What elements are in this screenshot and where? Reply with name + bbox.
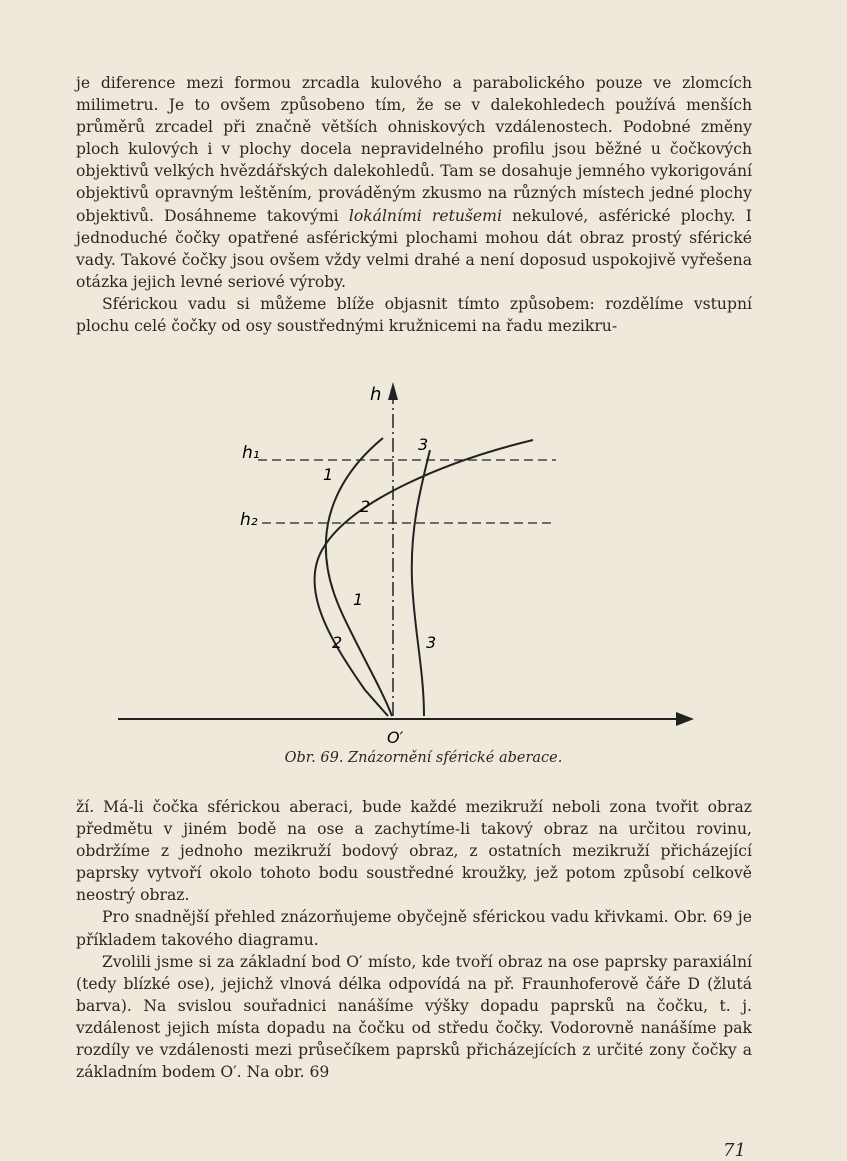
- label-curve-3-top: 3: [418, 435, 429, 454]
- spherical-aberration-figure: [0, 370, 847, 745]
- paragraph-2: Sférickou vadu si můžeme blíže objasnit tímto způsobem: rozdělíme vstupní plochu celé čočky od osy soustřednými kružnicemi na řadu mezikru-: [76, 294, 752, 336]
- curve-2: [314, 440, 533, 716]
- label-h1: h₁: [242, 443, 260, 463]
- top-text-block: [76, 72, 752, 337]
- curve-3: [412, 450, 430, 716]
- label-curve-1-bottom: 1: [353, 590, 364, 609]
- axis-arrowhead: [676, 712, 694, 726]
- label-curve-1-top: 1: [323, 465, 334, 484]
- bottom-text-block: [76, 796, 752, 1083]
- italic-term: lokálními retušemi: [348, 206, 502, 225]
- paragraph-3: ží. Má-li čočka sférickou aberaci, bude každé mezikruží neboli zona tvořit obraz předmětu v jiném bodě na ose a zachytíme-li takový obraz na určitou rovinu, obdržíme z jednoho mezikruží bodový obraz, z ostatních mezikruží přicházející paprsky vytvoří okolo tohoto bodu soustředné kroužky, jež potom způsobí celkově neostrý obraz.: [76, 798, 752, 905]
- vertical-arrowhead: [388, 382, 398, 400]
- paragraph-1: je diference mezi formou zrcadla kulového a parabolického pouze ve zlomcích milimetru. Je to ovšem způsobeno tím, že se v dalekohledech používá menších průměrů zrcadel při značně větších ohniskových vzdálenostech. Podobné změny ploch kulových i v plochy docela nepravidelného profilu jsou běžné u čočkových objektivů velkých hvězdářských dalekohledů. Tam se dosahuje jemného vykorigování objektivů opravným leštěním, prováděným zkusmo na různých místech jedné plochy objektivů. Dosáhneme takovými lokálními retušemi nekulové, asférické plochy. I jednoduché čočky opatřené asférickými plochami mohou dát obraz prostý sférické vady. Takové čočky jsou ovšem vždy velmi drahé a není doposud uspokojivě vyřešena otázka jejich levné seriové výroby.: [76, 74, 752, 291]
- label-h2: h₂: [240, 510, 258, 530]
- curve-1: [326, 438, 392, 716]
- label-h: h: [370, 384, 382, 405]
- label-curve-2-top: 2: [360, 497, 371, 516]
- label-curve-2-bottom: 2: [332, 633, 343, 652]
- page-number: 71: [723, 1140, 746, 1161]
- label-o-prime: O′: [387, 728, 404, 745]
- paragraph-5: Zvolili jsme si za základní bod O′ místo, kde tvoří obraz na ose paprsky paraxiální (tedy blízké ose), jejichž vlnová délka odpovídá na př. Fraunhoferově čáře D (žlutá barva). Na svislou souřadnici nanášíme výšky dopadu paprsků na čočku, t. j. vzdálenost jejich místa dopadu na čočku od středu čočky. Vodorovně nanášíme pak rozdíly ve vzdálenosti mezi průsečíkem paprsků přicházejících z určité zony čočky a základním bodem O′. Na obr. 69: [76, 952, 752, 1082]
- label-curve-3-bottom: 3: [426, 633, 437, 652]
- figure-caption: Obr. 69. Znázornění sférické aberace.: [284, 750, 563, 766]
- paragraph-4: Pro snadnější přehled znázorňujeme obyčejně sférickou vadu křivkami. Obr. 69 je příkladem takového diagramu.: [76, 908, 752, 949]
